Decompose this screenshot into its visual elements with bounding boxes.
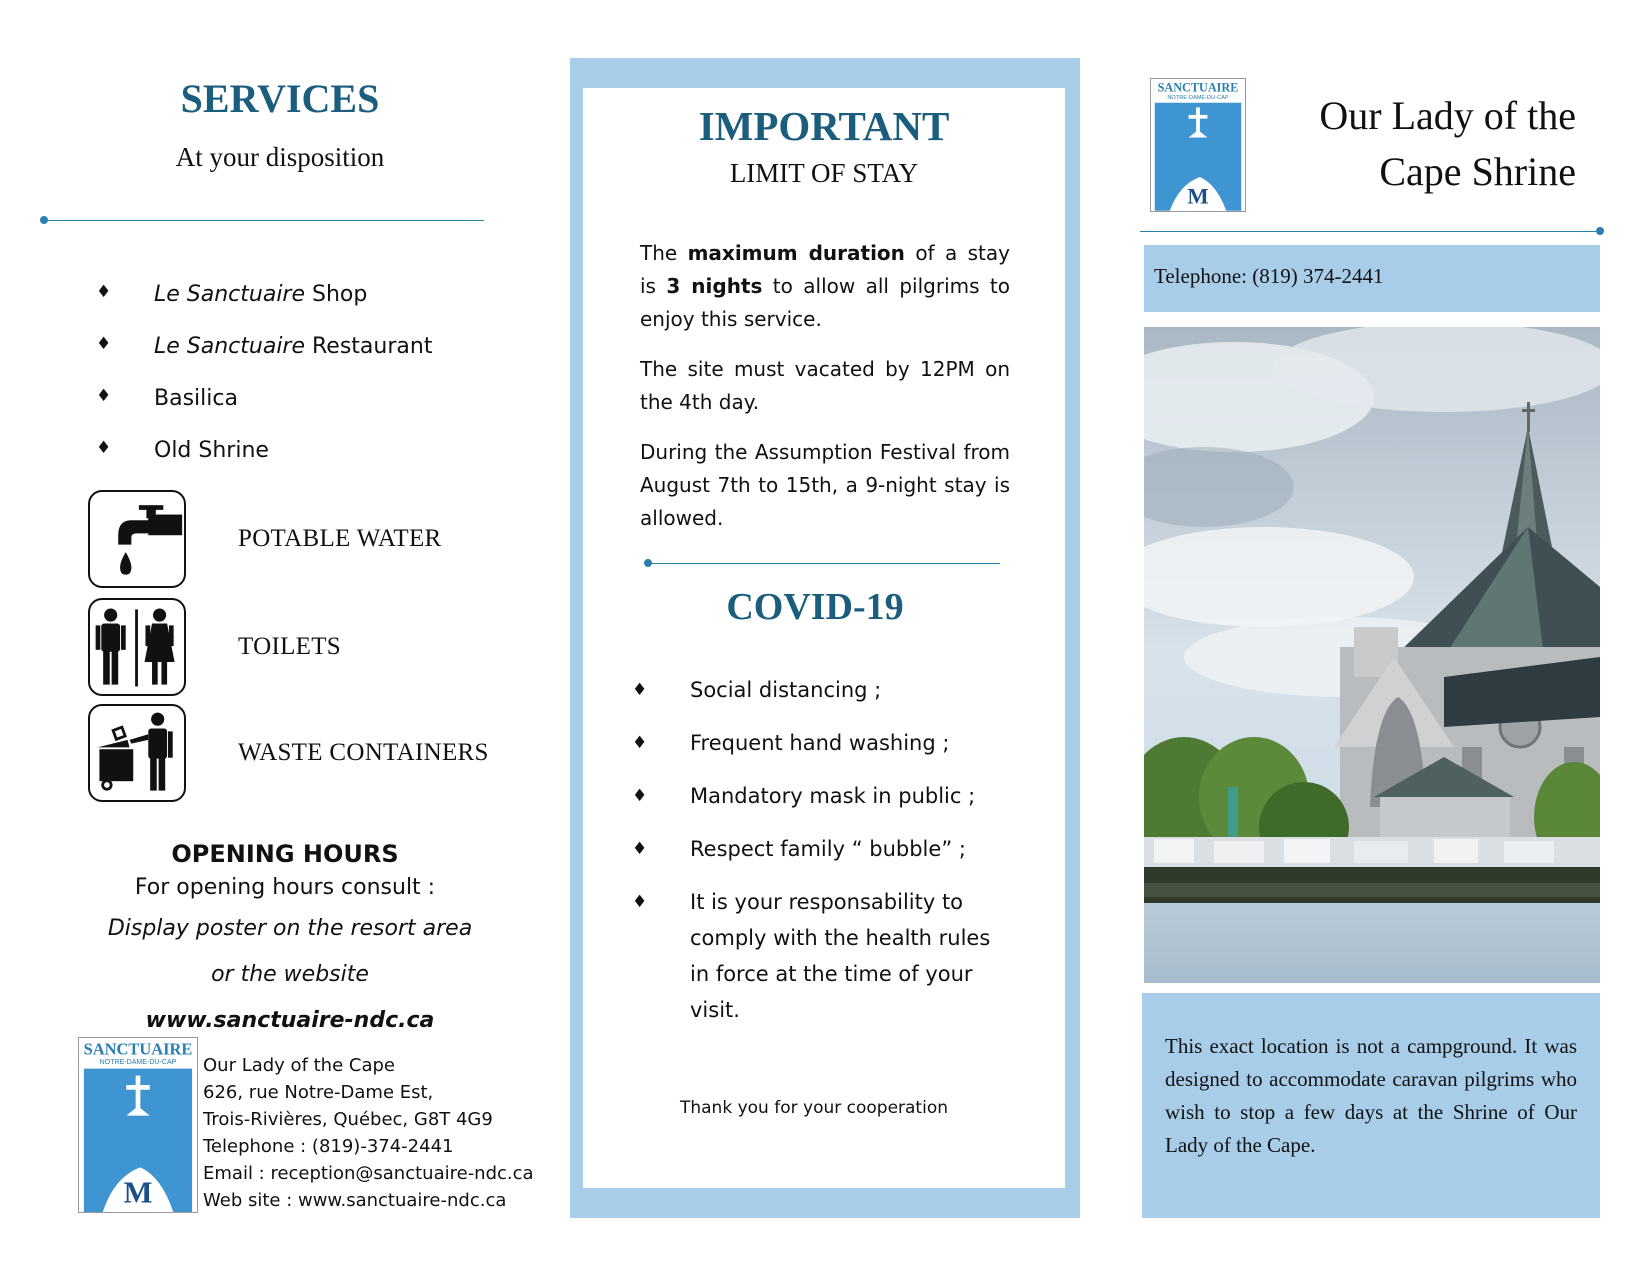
cover-title: Our Lady of the Cape Shrine	[1319, 93, 1576, 194]
cover-divider	[1140, 231, 1596, 232]
basilica-photo	[1144, 327, 1600, 983]
checkout-paragraph: The site must vacated by 12PM on the 4th day.	[640, 357, 1010, 414]
telephone-text: Telephone: (819) 374-2441	[1154, 264, 1384, 288]
logo-line1: SANCTUAIRE	[1157, 80, 1239, 95]
opening-hours-poster: Display poster on the resort area	[107, 916, 473, 941]
address-line: 626, rue Notre-Dame Est,	[203, 1082, 434, 1103]
opening-hours-consult: For opening hours consult :	[134, 875, 436, 900]
logo-small-line1: SANCTUAIRE	[83, 1039, 193, 1059]
location-description: This exact location is not a campground. It was designed to accommodate caravan pilgrims who wish to stop a few days at the Shrine of Our Lady of the Cape.	[1165, 1034, 1577, 1157]
toilets-icon	[88, 598, 186, 696]
opening-hours-or: or the website	[211, 962, 369, 987]
logo-small-line2: NOTRE-DAME-DU-CAP	[99, 1058, 177, 1066]
website-link[interactable]: www.sanctuaire-ndc.ca	[145, 1008, 435, 1033]
amenity-label-water: POTABLE WATER	[238, 525, 442, 552]
opening-hours-title: OPENING HOURS	[171, 840, 399, 868]
svg-text:M: M	[1187, 183, 1209, 209]
services-divider	[44, 220, 484, 221]
important-title: IMPORTANT	[698, 103, 950, 149]
waste-container-icon	[88, 704, 186, 802]
address-website[interactable]: Web site : www.sanctuaire-ndc.ca	[203, 1190, 507, 1211]
amenity-label-toilets: TOILETS	[238, 633, 342, 660]
divider-dot	[1596, 227, 1604, 235]
sanctuary-logo-small	[78, 1037, 198, 1213]
address-line: Trois-Rivières, Québec, G8T 4G9	[203, 1109, 493, 1130]
services-title: SERVICES	[180, 76, 380, 121]
services-subtitle: At your disposition	[175, 142, 385, 172]
limit-of-stay-title: LIMIT OF STAY	[729, 158, 919, 188]
faucet-icon	[88, 490, 186, 588]
thanks-note: Thank you for your cooperation	[679, 1098, 948, 1118]
address-email[interactable]: Email : reception@sanctuaire-ndc.ca	[203, 1163, 534, 1184]
stay-duration-paragraph: The maximum duration of a stay is 3 nights to allow all pilgrims to enjoy this service.	[640, 241, 1011, 331]
address-phone: Telephone : (819)-374-2441	[203, 1136, 454, 1157]
covid-title: COVID-19	[726, 586, 904, 628]
logo-line2: NOTRE-DAME-DU-CAP	[1167, 94, 1229, 101]
svg-text:M: M	[123, 1175, 153, 1210]
festival-paragraph: During the Assumption Festival from August 7th to 15th, a 9-night stay is allowed.	[640, 440, 1010, 530]
sanctuary-logo	[1150, 78, 1246, 212]
amenity-label-waste: WASTE CONTAINERS	[238, 739, 489, 766]
covid-divider	[648, 563, 1000, 564]
address-line: Our Lady of the Cape	[203, 1055, 395, 1076]
